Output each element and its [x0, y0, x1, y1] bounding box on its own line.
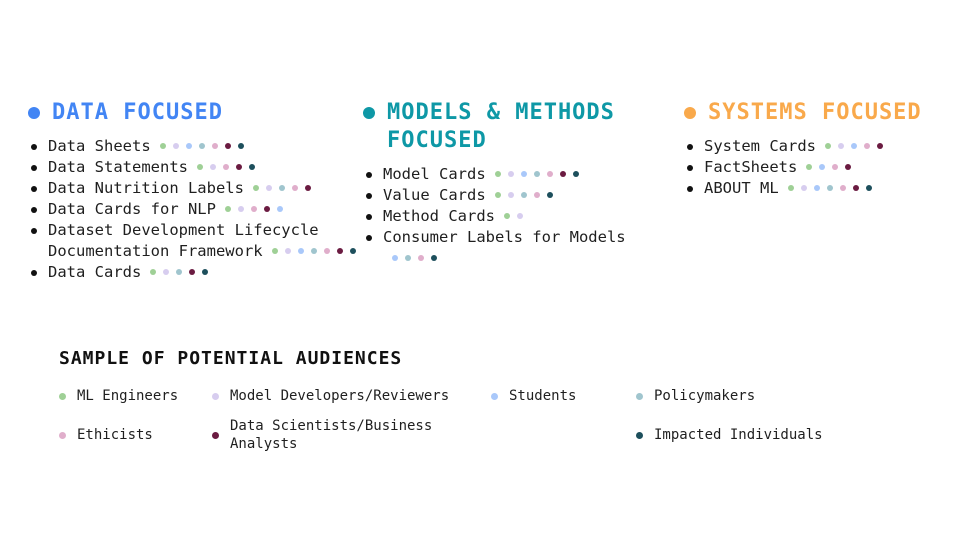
legend-item-label: Impacted Individuals	[654, 427, 823, 443]
audience-dot	[264, 206, 270, 212]
audience-dot	[160, 143, 166, 149]
legend-item-students	[491, 387, 636, 405]
audience-dot	[547, 171, 553, 177]
audience-dot	[495, 171, 501, 177]
audience-dot	[534, 192, 540, 198]
audience-dot	[851, 143, 857, 149]
legend-item-label: Students	[509, 388, 577, 404]
audience-dot	[405, 255, 411, 261]
audience-dot	[163, 269, 169, 275]
audience-legend	[59, 347, 930, 453]
audience-dot	[186, 143, 192, 149]
legend-item-label: Model Developers/Reviewers	[230, 388, 450, 404]
audience-dot	[534, 171, 540, 177]
audience-dot	[825, 143, 831, 149]
audience-dot	[236, 164, 242, 170]
audience-dot	[864, 143, 870, 149]
audience-dot	[866, 185, 872, 191]
audience-dot	[212, 432, 219, 439]
framework-item	[363, 185, 661, 206]
audience-dot	[788, 185, 794, 191]
audience-dots	[392, 255, 437, 261]
audience-dot	[311, 248, 317, 254]
audience-dot	[59, 432, 66, 439]
framework-item-label: Model Cards	[383, 165, 486, 183]
audience-dot	[636, 393, 643, 400]
audience-dots	[495, 171, 579, 177]
audience-dot	[832, 164, 838, 170]
framework-item	[28, 262, 364, 283]
legend-item-model_developers	[212, 387, 491, 405]
audience-dots	[225, 206, 283, 212]
audience-dot	[806, 164, 812, 170]
legend-title: SAMPLE OF POTENTIAL AUDIENCES	[59, 348, 403, 369]
audience-dot	[202, 269, 208, 275]
audience-dot	[504, 213, 510, 219]
audience-dot	[814, 185, 820, 191]
audience-dot	[212, 393, 219, 400]
legend-item-impacted_individuals	[636, 417, 930, 453]
framework-item-label: Data Cards for NLP	[48, 200, 216, 218]
category-column	[684, 99, 950, 199]
audience-dot	[636, 432, 643, 439]
audience-dot	[877, 143, 883, 149]
audience-dot	[285, 248, 291, 254]
audience-dot	[337, 248, 343, 254]
audience-dot	[495, 192, 501, 198]
audience-dot	[350, 248, 356, 254]
audience-dot	[197, 164, 203, 170]
category-bullet-icon	[28, 107, 40, 119]
column-title: SYSTEMS FOCUSED	[708, 100, 922, 125]
legend-item-data_scientists	[212, 417, 491, 453]
framework-item-label: System Cards	[704, 137, 816, 155]
audience-dot	[150, 269, 156, 275]
legend-item-label: Ethicists	[77, 427, 153, 443]
audience-dot	[838, 143, 844, 149]
framework-item-label: Data Sheets	[48, 137, 151, 155]
audience-dot	[249, 164, 255, 170]
audience-dot	[292, 185, 298, 191]
audience-dot	[266, 185, 272, 191]
audience-dot	[298, 248, 304, 254]
audience-dot	[279, 185, 285, 191]
framework-item	[684, 178, 950, 199]
column-title: DATA FOCUSED	[52, 100, 223, 125]
audience-dot	[225, 206, 231, 212]
category-bullet-icon	[363, 107, 375, 119]
audience-dots	[197, 164, 255, 170]
audience-dots	[150, 269, 208, 275]
audience-dot	[199, 143, 205, 149]
framework-item-label: Data Statements	[48, 158, 188, 176]
column-header	[28, 99, 364, 127]
audience-dots	[806, 164, 851, 170]
framework-item	[28, 199, 364, 220]
legend-item-ml_engineers	[59, 387, 212, 405]
audience-dot	[491, 393, 498, 400]
audience-dot	[418, 255, 424, 261]
audience-dot	[189, 269, 195, 275]
audience-dot	[573, 171, 579, 177]
audience-dots	[504, 213, 523, 219]
framework-item	[363, 227, 661, 269]
audience-dot	[324, 248, 330, 254]
audience-dot	[59, 393, 66, 400]
audience-dot	[547, 192, 553, 198]
audience-dots	[272, 248, 356, 254]
audience-dot	[521, 192, 527, 198]
framework-item	[363, 206, 661, 227]
audience-dot	[508, 171, 514, 177]
audience-dot	[223, 164, 229, 170]
audience-dot	[238, 143, 244, 149]
audience-dot	[238, 206, 244, 212]
framework-item-label: Dataset Development Lifecycle Documentation Framework	[48, 221, 319, 260]
column-header	[363, 99, 661, 155]
audience-dot	[176, 269, 182, 275]
framework-item	[28, 157, 364, 178]
audience-dot	[827, 185, 833, 191]
audience-dot	[521, 171, 527, 177]
audience-dot	[305, 185, 311, 191]
column-title: MODELS & METHODS FOCUSED	[387, 100, 615, 153]
framework-item-label: FactSheets	[704, 158, 798, 176]
audience-dot	[225, 143, 231, 149]
legend-item-ethicists	[59, 417, 212, 453]
audience-dot	[853, 185, 859, 191]
audience-dot	[392, 255, 398, 261]
audience-dots	[788, 185, 872, 191]
audience-dot	[508, 192, 514, 198]
legend-item-label: ML Engineers	[77, 388, 179, 404]
audience-dots	[253, 185, 311, 191]
audience-dot	[560, 171, 566, 177]
audience-dot	[845, 164, 851, 170]
framework-item	[684, 136, 950, 157]
framework-item-label: Data Nutrition Labels	[48, 179, 244, 197]
audience-dot	[840, 185, 846, 191]
framework-item	[363, 164, 661, 185]
framework-item-label: Method Cards	[383, 207, 495, 225]
audience-dot	[517, 213, 523, 219]
framework-item	[28, 220, 364, 262]
framework-item-label: Data Cards	[48, 263, 142, 281]
audience-dot	[212, 143, 218, 149]
audience-dot	[210, 164, 216, 170]
audience-dots	[495, 192, 553, 198]
audience-dot	[819, 164, 825, 170]
category-column	[28, 99, 364, 283]
category-column	[363, 99, 661, 269]
framework-item	[28, 136, 364, 157]
framework-list	[28, 136, 364, 283]
audience-dots	[825, 143, 883, 149]
audience-dot	[272, 248, 278, 254]
framework-list	[684, 136, 950, 199]
category-bullet-icon	[684, 107, 696, 119]
audience-dot	[253, 185, 259, 191]
legend-grid	[59, 387, 930, 453]
framework-list	[363, 164, 661, 269]
audience-dot	[173, 143, 179, 149]
legend-item-label: Data Scientists/Business Analysts	[230, 418, 433, 452]
framework-item-label: Consumer Labels for Models	[383, 228, 626, 246]
audience-dot	[801, 185, 807, 191]
column-header	[684, 99, 950, 127]
audience-dot	[251, 206, 257, 212]
framework-item	[28, 178, 364, 199]
framework-item-label: ABOUT ML	[704, 179, 779, 197]
framework-item	[684, 157, 950, 178]
audience-dots	[160, 143, 244, 149]
audience-dot	[277, 206, 283, 212]
legend-item-policymakers	[636, 387, 930, 405]
audience-dot	[431, 255, 437, 261]
legend-item-label: Policymakers	[654, 388, 756, 404]
framework-item-label: Value Cards	[383, 186, 486, 204]
